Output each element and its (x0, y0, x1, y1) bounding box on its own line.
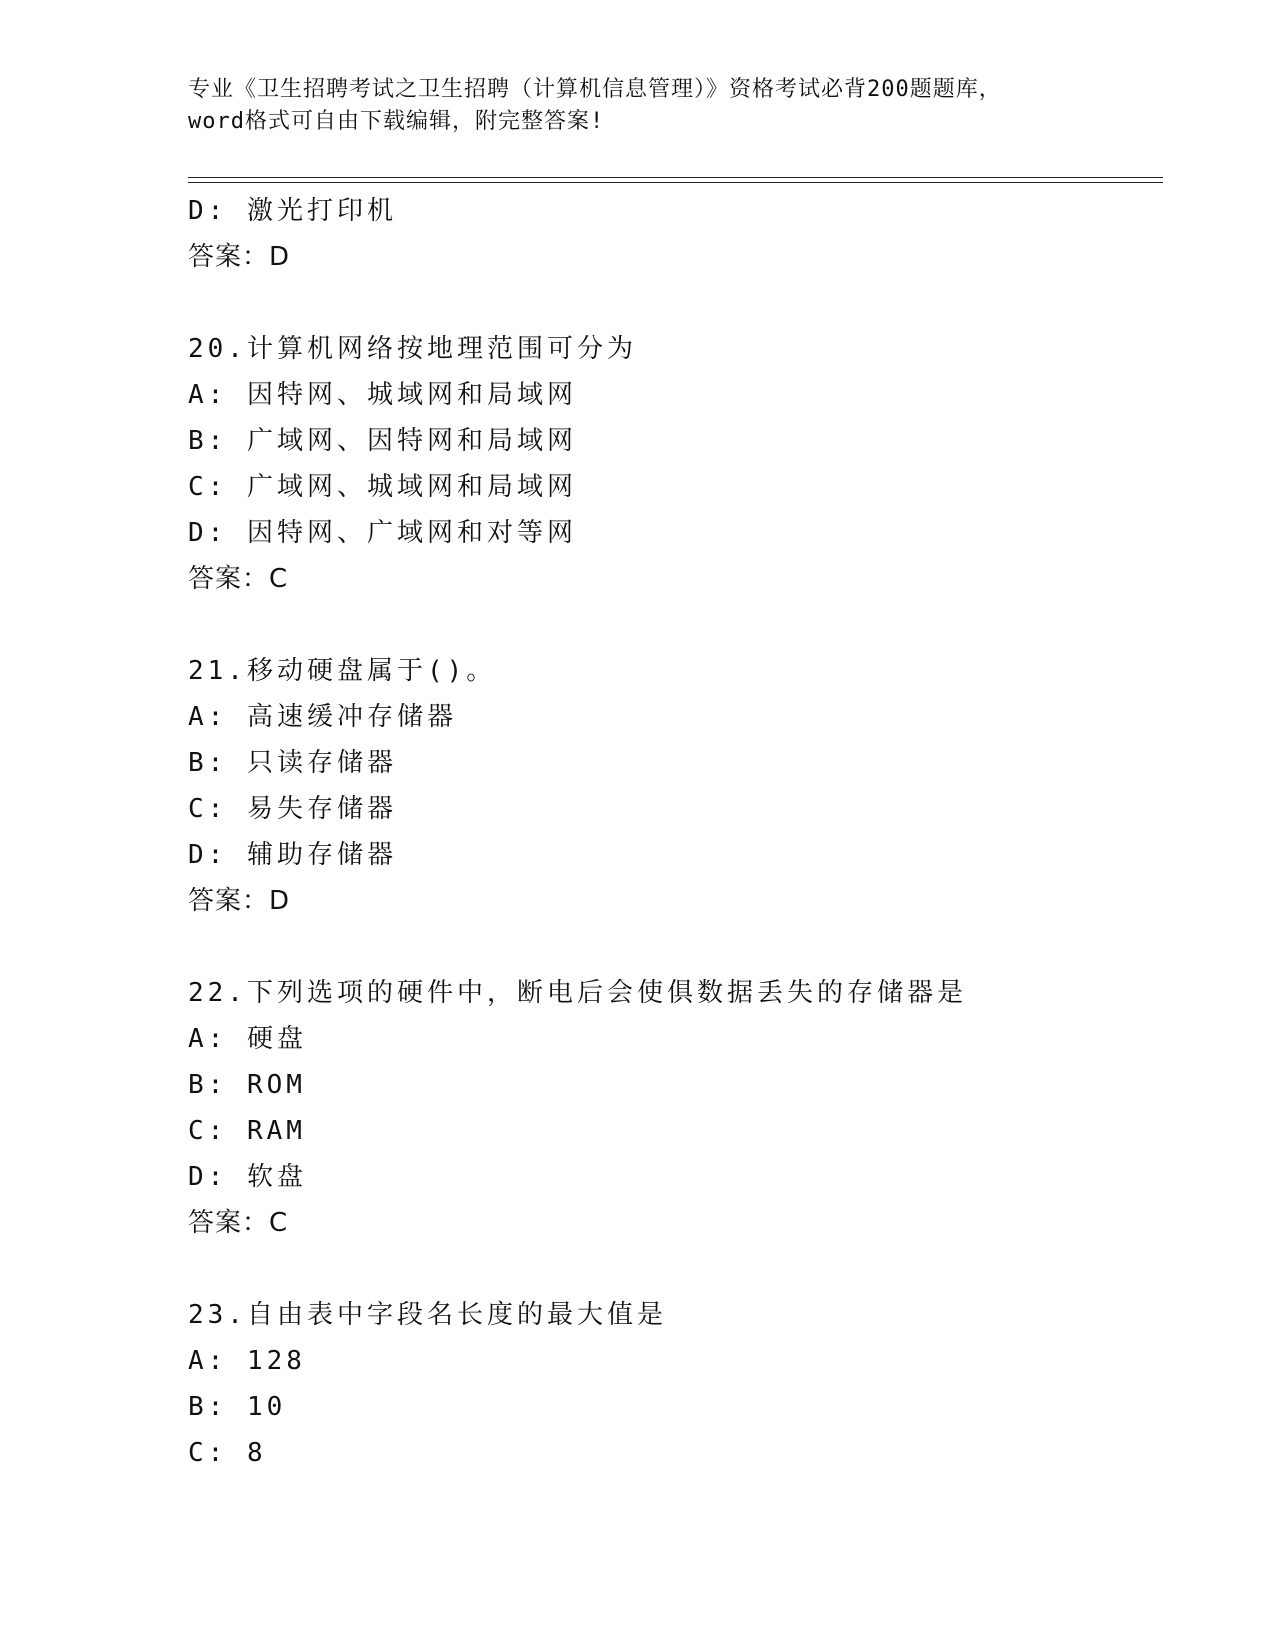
option-a: A: 因特网、城域网和局域网 (188, 380, 577, 410)
question-block-23 (188, 1292, 1148, 1476)
question-list (188, 188, 1148, 1476)
option-a: A: 128 (188, 1346, 306, 1376)
option-b: B: 10 (188, 1392, 287, 1422)
option-d: D: 辅助存储器 (188, 840, 397, 870)
question-stem: 23.自由表中字段名长度的最大值是 (188, 1300, 667, 1330)
question-stem: 21.移动硬盘属于()。 (188, 656, 497, 686)
header-divider-bottom (188, 182, 1163, 183)
spacer (188, 280, 1148, 326)
option-c: C: 8 (188, 1438, 267, 1468)
option-c: C: 易失存储器 (188, 794, 397, 824)
answer-line: 答案：D (188, 242, 291, 272)
question-stem: 22.下列选项的硬件中，断电后会使俱数据丢失的存储器是 (188, 978, 967, 1008)
option-b: B: 广域网、因特网和局域网 (188, 426, 577, 456)
option-c: C: 广域网、城域网和局域网 (188, 472, 577, 502)
question-stem: 20.计算机网络按地理范围可分为 (188, 334, 637, 364)
question-block-19-tail (188, 188, 1148, 280)
answer-line: 答案：D (188, 886, 291, 916)
spacer (188, 602, 1148, 648)
question-block-21 (188, 648, 1148, 924)
header-divider-top (188, 177, 1163, 178)
question-block-20 (188, 326, 1148, 602)
option-b: B: ROM (188, 1070, 306, 1100)
document-header (188, 74, 1088, 138)
option-d: D: 软盘 (188, 1162, 307, 1192)
option-b: B: 只读存储器 (188, 748, 397, 778)
answer-line: 答案：C (188, 564, 289, 594)
answer-line: 答案：C (188, 1208, 289, 1238)
header-title-line-1: 专业《卫生招聘考试之卫生招聘（计算机信息管理）》资格考试必背200题题库， (188, 77, 1002, 102)
option-a: A: 硬盘 (188, 1024, 307, 1054)
option-c: C: RAM (188, 1116, 306, 1146)
question-block-22 (188, 970, 1148, 1246)
header-title-line-2: word格式可自由下载编辑，附完整答案! (188, 109, 605, 134)
spacer (188, 1246, 1148, 1292)
spacer (188, 924, 1148, 970)
option-d: D: 激光打印机 (188, 196, 397, 226)
option-a: A: 高速缓冲存储器 (188, 702, 457, 732)
option-d: D: 因特网、广域网和对等网 (188, 518, 577, 548)
